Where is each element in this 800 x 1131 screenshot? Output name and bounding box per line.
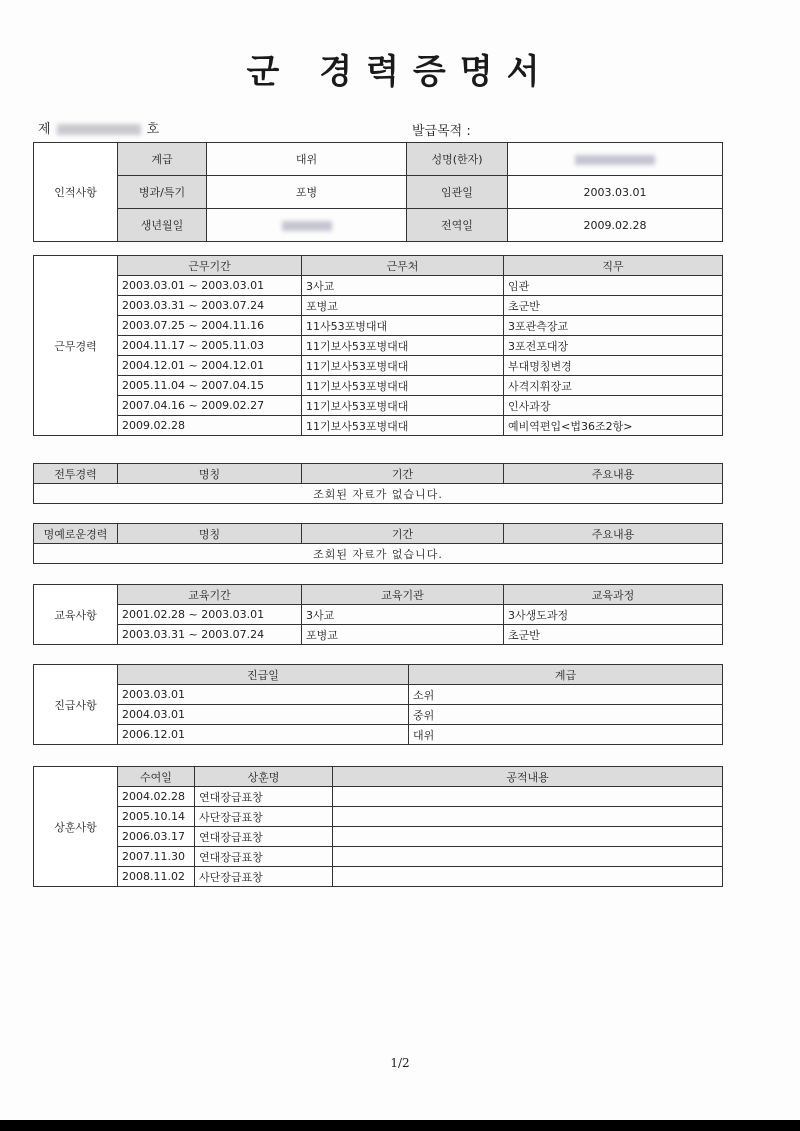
service-duty: 임관 xyxy=(504,276,723,296)
transfer-value: 2009.02.28 xyxy=(508,209,723,242)
service-section-label: 근무경력 xyxy=(34,256,118,436)
education-period: 2001.02.28 ~ 2003.03.01 xyxy=(118,605,302,625)
table-row xyxy=(34,356,723,376)
education-course: 3사생도과정 xyxy=(504,605,723,625)
education-header: 교육과정 xyxy=(504,585,723,605)
promotion-section-label: 진급사항 xyxy=(34,665,118,745)
personal-section-label: 인적사항 xyxy=(34,143,118,242)
education-header: 교육기간 xyxy=(118,585,302,605)
promotion-rank: 중위 xyxy=(409,705,723,725)
award-date: 2007.11.30 xyxy=(118,847,195,867)
award-date: 2005.10.14 xyxy=(118,807,195,827)
table-row xyxy=(34,396,723,416)
birth-value xyxy=(207,209,407,242)
combat-history-table xyxy=(33,463,723,504)
name-value xyxy=(508,143,723,176)
combat-header: 주요내용 xyxy=(504,464,723,484)
redacted-name xyxy=(575,155,655,165)
table-row xyxy=(34,316,723,336)
promotion-rank: 대위 xyxy=(409,725,723,745)
service-unit: 11기보사53포병대대 xyxy=(302,416,504,436)
table-row xyxy=(34,296,723,316)
branch-value: 포병 xyxy=(207,176,407,209)
table-row xyxy=(34,336,723,356)
award-name: 연대장급표창 xyxy=(195,827,333,847)
service-period: 2004.11.17 ~ 2005.11.03 xyxy=(118,336,302,356)
award-merit xyxy=(333,847,723,867)
education-table xyxy=(33,584,723,645)
table-row xyxy=(34,807,723,827)
education-header: 교육기관 xyxy=(302,585,504,605)
award-name: 사단장급표창 xyxy=(195,867,333,887)
page-number: 1/2 xyxy=(390,1056,410,1070)
branch-label: 병과/특기 xyxy=(118,176,207,209)
award-merit xyxy=(333,787,723,807)
service-duty: 초군반 xyxy=(504,296,723,316)
awards-table xyxy=(33,766,723,887)
table-row xyxy=(34,376,723,396)
award-merit xyxy=(333,827,723,847)
redacted-number xyxy=(57,124,141,135)
service-header: 근무기간 xyxy=(118,256,302,276)
promotion-date: 2004.03.01 xyxy=(118,705,409,725)
education-period: 2003.03.31 ~ 2003.07.24 xyxy=(118,625,302,645)
combat-section-label: 전투경력 xyxy=(34,464,118,484)
award-name: 연대장급표창 xyxy=(195,847,333,867)
combat-header: 기간 xyxy=(302,464,504,484)
table-row xyxy=(34,605,723,625)
promotion-date: 2003.03.01 xyxy=(118,685,409,705)
promotion-date: 2006.12.01 xyxy=(118,725,409,745)
combat-header: 명칭 xyxy=(118,464,302,484)
education-institution: 포병교 xyxy=(302,625,504,645)
personal-info-table xyxy=(33,142,723,242)
promotion-header: 계급 xyxy=(409,665,723,685)
service-unit: 11기보사53포병대대 xyxy=(302,336,504,356)
table-row xyxy=(34,416,723,436)
commission-label: 임관일 xyxy=(407,176,508,209)
service-header: 근무처 xyxy=(302,256,504,276)
honor-section-label: 명예로운경력 xyxy=(34,524,118,544)
table-row xyxy=(34,787,723,807)
awards-header: 상훈명 xyxy=(195,767,333,787)
service-duty: 3포전포대장 xyxy=(504,336,723,356)
awards-section-label: 상훈사항 xyxy=(34,767,118,887)
table-row xyxy=(34,725,723,745)
award-merit xyxy=(333,867,723,887)
service-period: 2007.04.16 ~ 2009.02.27 xyxy=(118,396,302,416)
service-unit: 11기보사53포병대대 xyxy=(302,396,504,416)
service-history-table xyxy=(33,255,723,436)
table-row xyxy=(34,847,723,867)
honor-header: 주요내용 xyxy=(504,524,723,544)
service-period: 2009.02.28 xyxy=(118,416,302,436)
table-row xyxy=(34,276,723,296)
table-row xyxy=(34,685,723,705)
commission-value: 2003.03.01 xyxy=(508,176,723,209)
award-date: 2008.11.02 xyxy=(118,867,195,887)
honor-header: 명칭 xyxy=(118,524,302,544)
promotion-rank: 소위 xyxy=(409,685,723,705)
service-duty: 인사과장 xyxy=(504,396,723,416)
promotion-header: 진급일 xyxy=(118,665,409,685)
award-date: 2006.03.17 xyxy=(118,827,195,847)
transfer-label: 전역일 xyxy=(407,209,508,242)
table-row xyxy=(34,705,723,725)
award-name: 연대장급표창 xyxy=(195,787,333,807)
awards-header: 수여일 xyxy=(118,767,195,787)
service-unit: 11사53포병대대 xyxy=(302,316,504,336)
name-label: 성명(한자) xyxy=(407,143,508,176)
service-period: 2004.12.01 ~ 2004.12.01 xyxy=(118,356,302,376)
service-period: 2005.11.04 ~ 2007.04.15 xyxy=(118,376,302,396)
service-duty: 3포관측장교 xyxy=(504,316,723,336)
honor-empty-message: 조회된 자료가 없습니다. xyxy=(34,544,723,564)
award-merit xyxy=(333,807,723,827)
service-unit: 포병교 xyxy=(302,296,504,316)
redacted-birth xyxy=(282,221,332,231)
education-institution: 3사교 xyxy=(302,605,504,625)
honor-history-table xyxy=(33,523,723,564)
doc-number-suffix: 호 xyxy=(146,122,160,137)
honor-header: 기간 xyxy=(302,524,504,544)
combat-empty-message: 조회된 자료가 없습니다. xyxy=(34,484,723,504)
scan-bottom-edge xyxy=(0,1120,800,1131)
table-row xyxy=(34,867,723,887)
birth-label: 생년월일 xyxy=(118,209,207,242)
table-row xyxy=(34,827,723,847)
rank-value: 대위 xyxy=(207,143,407,176)
service-period: 2003.03.01 ~ 2003.03.01 xyxy=(118,276,302,296)
award-date: 2004.02.28 xyxy=(118,787,195,807)
education-course: 초군반 xyxy=(504,625,723,645)
rank-label: 계급 xyxy=(118,143,207,176)
service-duty: 사격지휘장교 xyxy=(504,376,723,396)
service-header: 직무 xyxy=(504,256,723,276)
table-row xyxy=(34,625,723,645)
issue-purpose-label: 발급목적 : xyxy=(412,124,471,139)
service-duty: 부대명칭변경 xyxy=(504,356,723,376)
promotion-table xyxy=(33,664,723,745)
service-duty: 예비역편입<법36조2항> xyxy=(504,416,723,436)
award-name: 사단장급표창 xyxy=(195,807,333,827)
document-number xyxy=(38,118,159,137)
service-unit: 11기보사53포병대대 xyxy=(302,376,504,396)
service-unit: 11기보사53포병대대 xyxy=(302,356,504,376)
education-section-label: 교육사항 xyxy=(34,585,118,645)
service-unit: 3사교 xyxy=(302,276,504,296)
doc-number-prefix: 제 xyxy=(38,122,51,137)
document-title: 군 경력증명서 xyxy=(246,52,554,92)
service-period: 2003.03.31 ~ 2003.07.24 xyxy=(118,296,302,316)
service-period: 2003.07.25 ~ 2004.11.16 xyxy=(118,316,302,336)
awards-header: 공적내용 xyxy=(333,767,723,787)
